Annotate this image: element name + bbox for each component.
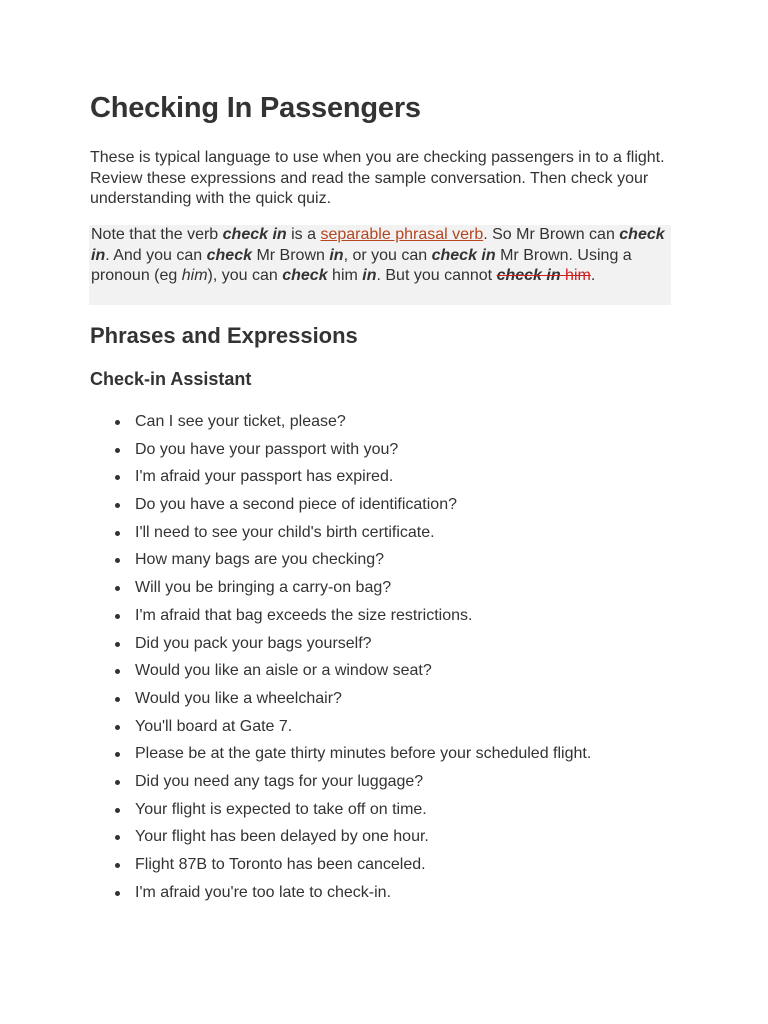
bullet-icon xyxy=(115,531,120,536)
phrase-text: I'll need to see your child's birth certificate. xyxy=(135,523,435,541)
incorrect-pronoun: him xyxy=(560,267,591,284)
list-item xyxy=(112,881,591,909)
list-item xyxy=(112,770,591,798)
note-text: ), you can xyxy=(207,267,283,284)
bullet-icon xyxy=(115,752,120,757)
note-text: Note that the verb xyxy=(91,226,223,243)
section-heading: Phrases and Expressions xyxy=(90,323,358,348)
intro-paragraph: These is typical language to use when you are checking passengers in to a flight. Review these expressions and read the sample conversation. Then check your understanding with the quick quiz. xyxy=(90,149,665,207)
note-box xyxy=(89,225,671,305)
bullet-icon xyxy=(115,697,120,702)
list-item xyxy=(112,853,591,881)
phrase-text: Can I see your ticket, please? xyxy=(135,413,346,430)
note-text: him xyxy=(327,267,363,284)
note-text: . And you can xyxy=(105,246,207,264)
list-item xyxy=(112,576,591,604)
note-term: check in xyxy=(222,226,287,243)
bullet-icon xyxy=(115,420,120,425)
list-item xyxy=(112,715,591,743)
list-item xyxy=(112,659,591,687)
note-text: , or you can xyxy=(343,246,432,264)
list-item xyxy=(112,632,591,660)
list-item xyxy=(112,438,591,466)
bullet-icon xyxy=(115,669,120,674)
phrase-text: I'm afraid you're too late to check-in. xyxy=(135,883,392,901)
list-item xyxy=(112,465,591,493)
list-item xyxy=(112,521,591,549)
list-item xyxy=(112,687,591,715)
list-item xyxy=(112,742,591,770)
list-item xyxy=(112,410,591,438)
bullet-icon xyxy=(115,503,120,508)
phrase-text: You'll board at Gate 7. xyxy=(135,717,293,735)
note-pronoun: him xyxy=(181,267,208,284)
incorrect-term: check in xyxy=(496,267,561,284)
note-term: check in xyxy=(91,226,665,264)
note-text: . But you cannot xyxy=(376,267,497,284)
phrase-text: Do you have your passport with you? xyxy=(135,440,399,458)
phrase-text: Will you be bringing a carry-on bag? xyxy=(135,579,392,597)
note-text: . xyxy=(590,267,596,284)
list-item xyxy=(112,798,591,826)
bullet-icon xyxy=(115,808,120,813)
separable-phrasal-verb-link[interactable]: separable phrasal verb xyxy=(320,226,484,243)
phrase-text: Please be at the gate thirty minutes before your scheduled flight. xyxy=(135,745,592,763)
list-item xyxy=(112,604,591,632)
bullet-icon xyxy=(115,448,120,453)
bullet-icon xyxy=(115,780,120,785)
bullet-icon xyxy=(115,891,120,896)
subsection-heading: Check-in Assistant xyxy=(90,369,252,389)
note-term: check xyxy=(206,246,252,264)
incorrect-usage xyxy=(497,267,591,284)
bullet-icon xyxy=(115,586,120,591)
phrase-text: I'm afraid that bag exceeds the size restrictions. xyxy=(135,606,473,624)
bullet-icon xyxy=(115,614,120,619)
phrase-text: Did you need any tags for your luggage? xyxy=(135,772,424,790)
page-title: Checking In Passengers xyxy=(90,92,421,124)
phrase-text: Flight 87B to Toronto has been canceled. xyxy=(135,856,426,873)
phrase-text: Would you like a wheelchair? xyxy=(135,689,342,707)
bullet-icon xyxy=(115,475,120,480)
bullet-icon xyxy=(115,835,120,840)
bullet-icon xyxy=(115,725,120,730)
phrase-text: How many bags are you checking? xyxy=(135,551,385,569)
note-term: check in xyxy=(431,246,496,264)
bullet-icon xyxy=(115,558,120,563)
note-text: Mr Brown xyxy=(252,246,330,264)
note-term: check xyxy=(282,267,328,284)
bullet-icon xyxy=(115,863,120,868)
list-item xyxy=(112,825,591,853)
phrase-list xyxy=(112,410,591,908)
phrase-text: Did you pack your bags yourself? xyxy=(135,634,372,652)
note-term: in xyxy=(329,246,344,264)
note-text: is a xyxy=(286,226,321,243)
note-text: Mr Brown. Using a pronoun (eg xyxy=(91,246,632,284)
phrase-text: Would you like an aisle or a window seat? xyxy=(135,662,432,680)
note-text: . So Mr Brown can xyxy=(483,226,620,243)
phrase-text: I'm afraid your passport has expired. xyxy=(135,468,394,486)
list-item xyxy=(112,493,591,521)
phrase-text: Your flight has been delayed by one hour. xyxy=(135,828,429,846)
phrase-text: Your flight is expected to take off on time. xyxy=(135,800,427,818)
phrase-text: Do you have a second piece of identification? xyxy=(135,496,457,514)
note-term: in xyxy=(362,267,377,284)
list-item xyxy=(112,548,591,576)
bullet-icon xyxy=(115,642,120,647)
